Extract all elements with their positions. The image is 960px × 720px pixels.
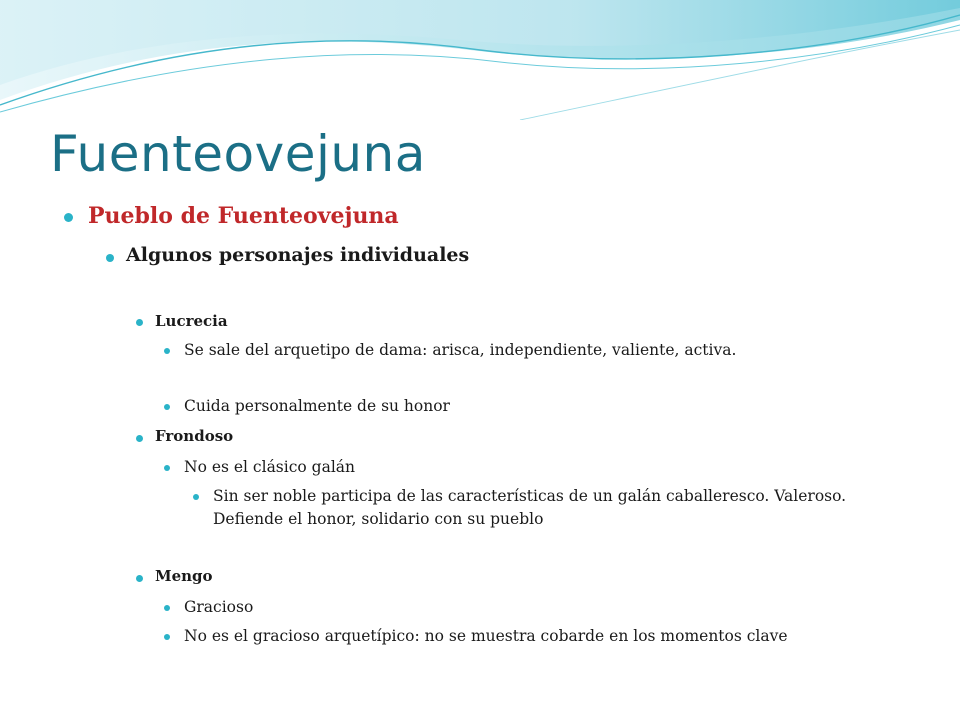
outline-heading: Pueblo de Fuenteovejuna	[88, 203, 399, 229]
bullet-icon	[106, 254, 114, 262]
bullet-icon	[136, 575, 143, 582]
character-name: Lucrecia	[155, 312, 228, 330]
character-name: Mengo	[155, 567, 213, 585]
bullet-icon	[164, 465, 170, 471]
decorative-wave-header	[0, 0, 960, 120]
bullet-icon	[164, 634, 170, 640]
bullet-icon	[64, 213, 73, 222]
character-point: No es el clásico galán	[184, 458, 356, 476]
bullet-icon	[136, 435, 143, 442]
slide-title: Fuenteovejuna	[50, 125, 426, 183]
bullet-icon	[164, 348, 170, 354]
character-point: No es el gracioso arquetípico: no se muestra cobarde en los momentos clave	[184, 627, 788, 645]
bullet-icon	[164, 404, 170, 410]
character-subpoint: Sin ser noble participa de las características de un galán caballeresco. Valeroso. Defiende el honor, solidario con su pueblo	[213, 487, 847, 528]
character-point: Se sale del arquetipo de dama: arisca, independiente, valiente, activa.	[184, 341, 737, 359]
bullet-icon	[193, 494, 199, 500]
outline-subheading: Algunos personajes individuales	[126, 244, 470, 266]
character-point: Gracioso	[184, 598, 254, 616]
character-name: Frondoso	[155, 427, 234, 445]
bullet-icon	[136, 319, 143, 326]
character-point: Cuida personalmente de su honor	[184, 397, 450, 415]
bullet-icon	[164, 605, 170, 611]
